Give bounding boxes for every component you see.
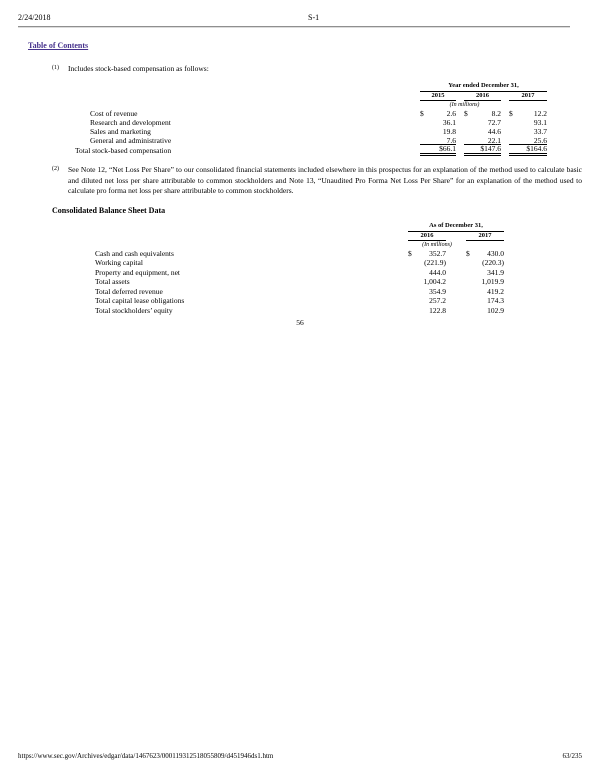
footer-page-indicator: 63/235 [562,752,582,760]
table-cell [509,118,547,127]
table-row [75,277,504,287]
footnote-1-text: Includes stock-based compensation as follows: [68,64,209,73]
balance-sheet-table [75,223,504,315]
table-row [75,306,504,316]
row-label: Working capital [95,258,143,267]
cell-currency: $ [420,108,424,118]
total-cell [509,145,547,156]
table-cell [466,258,504,268]
year-header-row [420,92,547,102]
print-header-doc-title: S-1 [308,13,320,22]
table-cell [509,127,547,136]
cell-value: 44.6 [487,126,501,136]
cell-value: 33.7 [533,126,547,136]
table-cell [408,296,446,306]
balance-sheet-heading: Consolidated Balance Sheet Data [52,206,166,215]
cell-value: (221.9) [424,258,446,267]
period-header: Year ended December 31, [420,83,547,92]
cell-value: 1,004.2 [423,277,446,286]
table-row [75,109,547,118]
cell-value: (220.3) [482,258,504,267]
year-column-header: 2016 [408,232,446,242]
table-cell [408,258,446,268]
year-column-header: 2015 [420,92,456,102]
table-cell [466,306,504,316]
table-row [75,127,547,136]
table-cell [408,249,446,259]
table-of-contents-link[interactable]: Table of Contents [28,41,89,50]
stock-compensation-table [75,83,547,156]
cell-value: 354.9 [429,286,446,296]
row-label: Sales and marketing [90,126,151,136]
year-column-header: 2016 [464,92,501,102]
row-label: Property and equipment, net [95,267,180,277]
table-cell [464,109,501,118]
cell-value: 1,019.9 [481,277,504,286]
row-label: Total stockholders’ equity [95,305,173,315]
row-label: Cost of revenue [90,108,138,118]
table-cell [420,109,456,118]
year-column-header: 2017 [466,232,504,242]
cell-value: 122.8 [429,305,446,315]
cell-value: $66.1 [439,143,456,153]
table-cell [420,127,456,136]
row-label: Total deferred revenue [95,286,163,296]
row-label: General and administrative [90,135,172,145]
cell-value: 93.1 [533,117,547,127]
table-cell [466,296,504,306]
cell-value: 102.9 [487,305,504,315]
table-row [75,296,504,306]
cell-currency: $ [464,108,468,118]
cell-value: 8.2 [491,108,501,118]
print-header-date: 2/24/2018 [18,13,51,22]
total-cell [464,145,501,156]
table-row [75,118,547,127]
table-cell [466,277,504,287]
table-cell [464,118,501,127]
cell-value: 419.2 [487,286,504,296]
cell-value: $147.6 [480,143,501,153]
cell-value: 2.6 [446,108,456,118]
cell-value: 444.0 [429,267,446,277]
cell-value: 36.1 [442,117,456,127]
table-cell [466,268,504,278]
table-row [75,287,504,297]
year-header-row [408,232,504,242]
footer-url: https://www.sec.gov/Archives/edgar/data/1467623/000119312518055809/d451946ds1.htm [18,752,274,760]
table-cell [466,249,504,259]
period-header: As of December 31, [408,223,504,232]
total-row-label: Total stock-based compensation [75,145,172,155]
table-cell [408,277,446,287]
footnote-1-marker: (1) [52,65,59,71]
row-label: Total assets [95,277,130,286]
cell-value: 22.1 [487,135,501,145]
cell-currency: $ [509,108,513,118]
cell-value: $164.6 [526,143,547,153]
table-cell [420,118,456,127]
footnote-2-marker: (2) [52,166,59,172]
table-row [75,258,504,268]
footnote-2-text: See Note 12, “Net Loss Per Share” to our consolidated financial statements included elsewhere in this prospectus for an explanation of the method used to calculate basic and diluted net loss per share attributable to common stockholders and Note 13, “Unaudited Pro Forma Net Loss Per Share” for an explanation of the method used to calculate pro forma net loss per share attributable to common stockholders. [68,165,582,195]
cell-value: 352.7 [429,248,446,258]
cell-value: 25.6 [533,135,547,145]
cell-currency: $ [408,248,412,258]
cell-value: 430.0 [487,248,504,258]
table-cell [408,268,446,278]
row-label: Research and development [90,117,171,127]
footnote-1 [52,64,582,75]
units-label: (In millions) [422,242,452,248]
row-label: Cash and cash equivalents [95,248,174,258]
table-cell [408,287,446,297]
header-rule [18,26,570,28]
table-row [75,249,504,259]
table-row [75,268,504,278]
footnote-2 [52,165,582,197]
cell-value: 7.6 [446,135,456,145]
total-cell [420,145,456,156]
table-cell [509,109,547,118]
units-label: (In millions) [449,102,480,108]
row-label: Total capital lease obligations [95,296,185,305]
cell-value: 257.2 [429,296,446,305]
cell-value: 341.9 [487,267,504,277]
cell-value: 72.7 [487,117,501,127]
cell-value: 19.8 [442,126,456,136]
table-row [75,136,547,145]
table-cell [408,306,446,316]
page-number: 56 [296,318,304,327]
year-column-header: 2017 [509,92,547,102]
cell-value: 12.2 [533,108,547,118]
cell-value: 174.3 [487,296,504,305]
table-cell [466,287,504,297]
total-row [75,145,547,156]
cell-currency: $ [466,248,470,258]
table-cell [464,127,501,136]
